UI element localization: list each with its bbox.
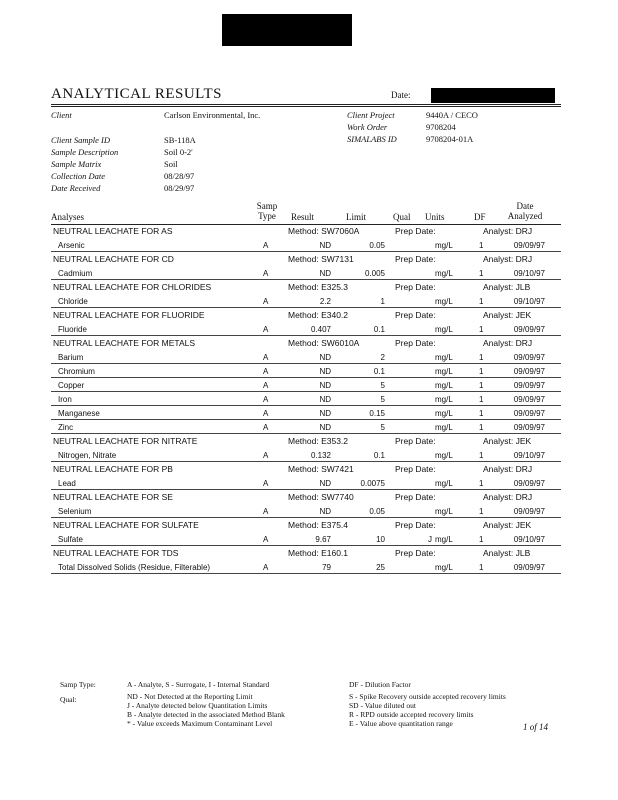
col-units: Units bbox=[425, 212, 445, 222]
cell-limit: 1 bbox=[380, 297, 385, 306]
sample-description-label: Sample Description bbox=[51, 147, 119, 157]
section-prep: Prep Date: bbox=[395, 282, 436, 292]
cell-date: 09/09/97 bbox=[513, 409, 545, 418]
section-name: NEUTRAL LEACHATE FOR CHLORIDES bbox=[53, 282, 212, 292]
redaction-block-date bbox=[431, 88, 555, 103]
date-received-value: 08/29/97 bbox=[164, 183, 195, 193]
work-order-value: 9708204 bbox=[426, 122, 456, 132]
cell-type: A bbox=[263, 395, 269, 404]
table-row bbox=[51, 506, 561, 517]
cell-limit: 0.1 bbox=[373, 451, 385, 460]
header-rule bbox=[51, 224, 561, 225]
cell-units: mg/L bbox=[435, 325, 453, 334]
col-qual: Qual bbox=[393, 212, 411, 222]
cell-result: ND bbox=[319, 381, 331, 390]
row-underline bbox=[51, 489, 561, 490]
cell-result: ND bbox=[319, 479, 331, 488]
table-row bbox=[51, 352, 561, 363]
cell-df: 1 bbox=[479, 479, 484, 488]
table-row bbox=[51, 478, 561, 489]
section-prep: Prep Date: bbox=[395, 548, 436, 558]
section-header bbox=[51, 282, 561, 293]
cell-type: A bbox=[263, 479, 269, 488]
cell-type: A bbox=[263, 563, 269, 572]
cell-df: 1 bbox=[479, 367, 484, 376]
redaction-block-top bbox=[222, 14, 352, 46]
cell-units: mg/L bbox=[435, 367, 453, 376]
section-name: NEUTRAL LEACHATE FOR AS bbox=[53, 226, 173, 236]
cell-result: ND bbox=[319, 395, 331, 404]
table-row bbox=[51, 296, 561, 307]
legend-samp-type-text: A - Analyte, S - Surrogate, I - Internal Standard bbox=[127, 680, 270, 689]
cell-limit: 0.1 bbox=[373, 325, 385, 334]
cell-name: Cadmium bbox=[58, 269, 93, 278]
section-method: Method: SW6010A bbox=[288, 338, 360, 348]
cell-type: A bbox=[263, 535, 269, 544]
cell-result: ND bbox=[319, 507, 331, 516]
cell-df: 1 bbox=[479, 563, 484, 572]
collection-date-label: Collection Date bbox=[51, 171, 106, 181]
cell-type: A bbox=[263, 381, 269, 390]
section-prep: Prep Date: bbox=[395, 310, 436, 320]
section-analyst: Analyst: DRJ bbox=[483, 226, 533, 236]
row-underline bbox=[51, 335, 561, 336]
row-underline bbox=[51, 363, 561, 364]
cell-limit: 25 bbox=[376, 563, 385, 572]
cell-df: 1 bbox=[479, 381, 484, 390]
legend-qual-right bbox=[349, 692, 506, 728]
section-method: Method: SW7740 bbox=[288, 492, 354, 502]
cell-units: mg/L bbox=[435, 381, 453, 390]
cell-date: 09/10/97 bbox=[513, 269, 545, 278]
col-limit: Limit bbox=[346, 212, 366, 222]
section-prep: Prep Date: bbox=[395, 520, 436, 530]
cell-result: ND bbox=[319, 353, 331, 362]
section-method: Method: E353.2 bbox=[288, 436, 349, 446]
cell-limit: 0.0075 bbox=[360, 479, 385, 488]
row-underline bbox=[51, 377, 561, 378]
cell-limit: 0.05 bbox=[369, 507, 385, 516]
legend-qual-left bbox=[127, 692, 285, 728]
section-name: NEUTRAL LEACHATE FOR FLUORIDE bbox=[53, 310, 205, 320]
cell-type: A bbox=[263, 297, 269, 306]
col-df: DF bbox=[474, 212, 486, 222]
section-name: NEUTRAL LEACHATE FOR SULFATE bbox=[53, 520, 199, 530]
legend-qual-nd: ND - Not Detected at the Reporting Limit bbox=[127, 692, 253, 701]
col-date-analyzed: Date Analyzed bbox=[507, 201, 543, 221]
table-row bbox=[51, 534, 561, 545]
row-underline bbox=[51, 405, 561, 406]
cell-date: 09/09/97 bbox=[513, 479, 545, 488]
cell-type: A bbox=[263, 423, 269, 432]
cell-qual: J bbox=[428, 535, 432, 544]
section-prep: Prep Date: bbox=[395, 492, 436, 502]
section-name: NEUTRAL LEACHATE FOR NITRATE bbox=[53, 436, 198, 446]
cell-units: mg/L bbox=[435, 507, 453, 516]
table-row bbox=[51, 240, 561, 251]
table-row bbox=[51, 408, 561, 419]
section-analyst: Analyst: DRJ bbox=[483, 464, 533, 474]
section-header bbox=[51, 548, 561, 559]
title-rule bbox=[51, 104, 561, 105]
legend-qual-b: B - Analyte detected in the associated Method Blank bbox=[127, 710, 285, 719]
cell-name: Manganese bbox=[58, 409, 100, 418]
cell-result: ND bbox=[319, 409, 331, 418]
section-analyst: Analyst: JEK bbox=[483, 520, 532, 530]
cell-name: Selenium bbox=[58, 507, 92, 516]
section-header bbox=[51, 226, 561, 237]
table-row bbox=[51, 422, 561, 433]
lab-id-value: 9708204-01A bbox=[426, 134, 474, 144]
col-result: Result bbox=[291, 212, 315, 222]
cell-df: 1 bbox=[479, 423, 484, 432]
row-underline bbox=[51, 251, 561, 252]
collection-date-value: 08/28/97 bbox=[164, 171, 195, 181]
report-title: ANALYTICAL RESULTS bbox=[51, 86, 222, 102]
section-prep: Prep Date: bbox=[395, 226, 436, 236]
section-name: NEUTRAL LEACHATE FOR PB bbox=[53, 464, 173, 474]
cell-units: mg/L bbox=[435, 409, 453, 418]
section-method: Method: SW7421 bbox=[288, 464, 354, 474]
cell-name: Sulfate bbox=[58, 535, 83, 544]
cell-result: ND bbox=[319, 269, 331, 278]
cell-date: 09/09/97 bbox=[513, 423, 545, 432]
cell-name: Chloride bbox=[58, 297, 88, 306]
sample-matrix-label: Sample Matrix bbox=[51, 159, 102, 169]
cell-name: Iron bbox=[58, 395, 72, 404]
section-method: Method: SW7060A bbox=[288, 226, 360, 236]
cell-type: A bbox=[263, 409, 269, 418]
legend-qual-label: Qual: bbox=[60, 695, 77, 704]
section-analyst: Analyst: JEK bbox=[483, 436, 532, 446]
table-row bbox=[51, 366, 561, 377]
sample-matrix-value: Soil bbox=[164, 159, 178, 169]
cell-df: 1 bbox=[479, 269, 484, 278]
row-underline bbox=[51, 517, 561, 518]
cell-result: 0.132 bbox=[310, 451, 331, 460]
legend-qual-sd: SD - Value diluted out bbox=[349, 701, 416, 710]
cell-limit: 0.05 bbox=[369, 241, 385, 250]
cell-result: 9.67 bbox=[315, 535, 331, 544]
cell-date: 09/09/97 bbox=[513, 507, 545, 516]
section-name: NEUTRAL LEACHATE FOR METALS bbox=[53, 338, 196, 348]
cell-limit: 0.1 bbox=[373, 367, 385, 376]
cell-limit: 5 bbox=[380, 423, 385, 432]
cell-type: A bbox=[263, 269, 269, 278]
cell-name: Arsenic bbox=[58, 241, 85, 250]
cell-date: 09/09/97 bbox=[513, 395, 545, 404]
section-prep: Prep Date: bbox=[395, 254, 436, 264]
cell-limit: 2 bbox=[380, 353, 385, 362]
client-project-label: Client Project bbox=[347, 110, 395, 120]
section-name: NEUTRAL LEACHATE FOR CD bbox=[53, 254, 174, 264]
section-prep: Prep Date: bbox=[395, 436, 436, 446]
cell-df: 1 bbox=[479, 241, 484, 250]
date-received-label: Date Received bbox=[51, 183, 101, 193]
cell-result: 0.407 bbox=[310, 325, 331, 334]
cell-type: A bbox=[263, 353, 269, 362]
legend-df-text: DF - Dilution Factor bbox=[349, 680, 411, 689]
section-analyst: Analyst: DRJ bbox=[483, 492, 533, 502]
cell-date: 09/09/97 bbox=[513, 241, 545, 250]
section-header bbox=[51, 520, 561, 531]
cell-date: 09/09/97 bbox=[513, 367, 545, 376]
row-underline bbox=[51, 461, 561, 462]
cell-units: mg/L bbox=[435, 479, 453, 488]
cell-name: Total Dissolved Solids (Residue, Filterable) bbox=[58, 563, 211, 572]
legend-qual-s: S - Spike Recovery outside accepted recovery limits bbox=[349, 692, 506, 701]
client-value: Carlson Environmental, Inc. bbox=[164, 110, 261, 120]
client-project-value: 9440A / CECO bbox=[426, 110, 478, 120]
section-method: Method: E340.2 bbox=[288, 310, 349, 320]
cell-date: 09/09/97 bbox=[513, 563, 545, 572]
cell-result: ND bbox=[319, 423, 331, 432]
table-row bbox=[51, 394, 561, 405]
cell-type: A bbox=[263, 325, 269, 334]
table-row bbox=[51, 324, 561, 335]
client-sample-id-label: Client Sample ID bbox=[51, 135, 111, 145]
section-method: Method: E375.4 bbox=[288, 520, 349, 530]
legend-qual-j: J - Analyte detected below Quantitation Limits bbox=[127, 701, 268, 710]
cell-date: 09/09/97 bbox=[513, 325, 545, 334]
cell-name: Nitrogen, Nitrate bbox=[58, 451, 117, 460]
sample-description-value: Soil 0-2' bbox=[164, 147, 193, 157]
section-name: NEUTRAL LEACHATE FOR SE bbox=[53, 492, 173, 502]
legend-qual-r: R - RPD outside accepted recovery limits bbox=[349, 710, 474, 719]
cell-name: Fluoride bbox=[58, 325, 87, 334]
date-label: Date: bbox=[391, 90, 411, 100]
section-header bbox=[51, 492, 561, 503]
table-row bbox=[51, 268, 561, 279]
cell-df: 1 bbox=[479, 325, 484, 334]
cell-limit: 10 bbox=[376, 535, 385, 544]
cell-result: ND bbox=[319, 367, 331, 376]
section-header bbox=[51, 464, 561, 475]
cell-limit: 5 bbox=[380, 381, 385, 390]
section-method: Method: SW7131 bbox=[288, 254, 354, 264]
section-analyst: Analyst: JLB bbox=[483, 548, 531, 558]
section-analyst: Analyst: DRJ bbox=[483, 254, 533, 264]
cell-type: A bbox=[263, 241, 269, 250]
cell-name: Copper bbox=[58, 381, 85, 390]
section-prep: Prep Date: bbox=[395, 338, 436, 348]
section-method: Method: E325.3 bbox=[288, 282, 349, 292]
cell-df: 1 bbox=[479, 451, 484, 460]
cell-date: 09/09/97 bbox=[513, 381, 545, 390]
client-label: Client bbox=[51, 110, 72, 120]
row-underline bbox=[51, 433, 561, 434]
cell-name: Barium bbox=[58, 353, 84, 362]
cell-limit: 0.15 bbox=[369, 409, 385, 418]
section-header bbox=[51, 310, 561, 321]
cell-date: 09/10/97 bbox=[513, 297, 545, 306]
cell-units: mg/L bbox=[435, 563, 453, 572]
legend-qual-e: E - Value above quantitation range bbox=[349, 719, 453, 728]
cell-result: 79 bbox=[322, 563, 331, 572]
section-method: Method: E160.1 bbox=[288, 548, 349, 558]
col-samp-type: Samp Type bbox=[256, 201, 278, 221]
cell-name: Lead bbox=[58, 479, 76, 488]
row-underline bbox=[51, 545, 561, 546]
cell-units: mg/L bbox=[435, 297, 453, 306]
row-underline bbox=[51, 307, 561, 308]
cell-limit: 5 bbox=[380, 395, 385, 404]
cell-name: Zinc bbox=[58, 423, 74, 432]
row-underline bbox=[51, 573, 561, 574]
legend-qual-star: * - Value exceeds Maximum Contaminant Level bbox=[127, 719, 273, 728]
table-row bbox=[51, 380, 561, 391]
cell-result: ND bbox=[319, 241, 331, 250]
client-sample-id-value: SB-118A bbox=[164, 135, 196, 145]
row-underline bbox=[51, 419, 561, 420]
page-number: 1 of 14 bbox=[523, 722, 549, 732]
cell-units: mg/L bbox=[435, 423, 453, 432]
section-header bbox=[51, 338, 561, 349]
cell-units: mg/L bbox=[435, 451, 453, 460]
section-header bbox=[51, 254, 561, 265]
cell-df: 1 bbox=[479, 507, 484, 516]
table-row bbox=[51, 562, 561, 573]
work-order-label: Work Order bbox=[347, 122, 388, 132]
cell-df: 1 bbox=[479, 409, 484, 418]
cell-units: mg/L bbox=[435, 535, 453, 544]
row-underline bbox=[51, 279, 561, 280]
section-name: NEUTRAL LEACHATE FOR TDS bbox=[53, 548, 179, 558]
cell-df: 1 bbox=[479, 395, 484, 404]
cell-date: 09/09/97 bbox=[513, 353, 545, 362]
cell-type: A bbox=[263, 451, 269, 460]
col-analyses: Analyses bbox=[51, 212, 84, 222]
section-analyst: Analyst: JEK bbox=[483, 310, 532, 320]
cell-type: A bbox=[263, 367, 269, 376]
cell-df: 1 bbox=[479, 535, 484, 544]
title-rule-double bbox=[51, 106, 561, 107]
section-prep: Prep Date: bbox=[395, 464, 436, 474]
cell-df: 1 bbox=[479, 297, 484, 306]
lab-id-label: SIMALABS ID bbox=[347, 134, 397, 144]
section-header bbox=[51, 436, 561, 447]
cell-units: mg/L bbox=[435, 269, 453, 278]
cell-date: 09/10/97 bbox=[513, 535, 545, 544]
legend-samp-type-label: Samp Type: bbox=[60, 680, 96, 689]
cell-limit: 0.005 bbox=[364, 269, 385, 278]
cell-df: 1 bbox=[479, 353, 484, 362]
cell-result: 2.2 bbox=[319, 297, 331, 306]
section-analyst: Analyst: DRJ bbox=[483, 338, 533, 348]
cell-units: mg/L bbox=[435, 241, 453, 250]
cell-date: 09/10/97 bbox=[513, 451, 545, 460]
cell-name: Chromium bbox=[58, 367, 95, 376]
table-row bbox=[51, 450, 561, 461]
cell-type: A bbox=[263, 507, 269, 516]
cell-units: mg/L bbox=[435, 353, 453, 362]
row-underline bbox=[51, 391, 561, 392]
section-analyst: Analyst: JLB bbox=[483, 282, 531, 292]
cell-units: mg/L bbox=[435, 395, 453, 404]
